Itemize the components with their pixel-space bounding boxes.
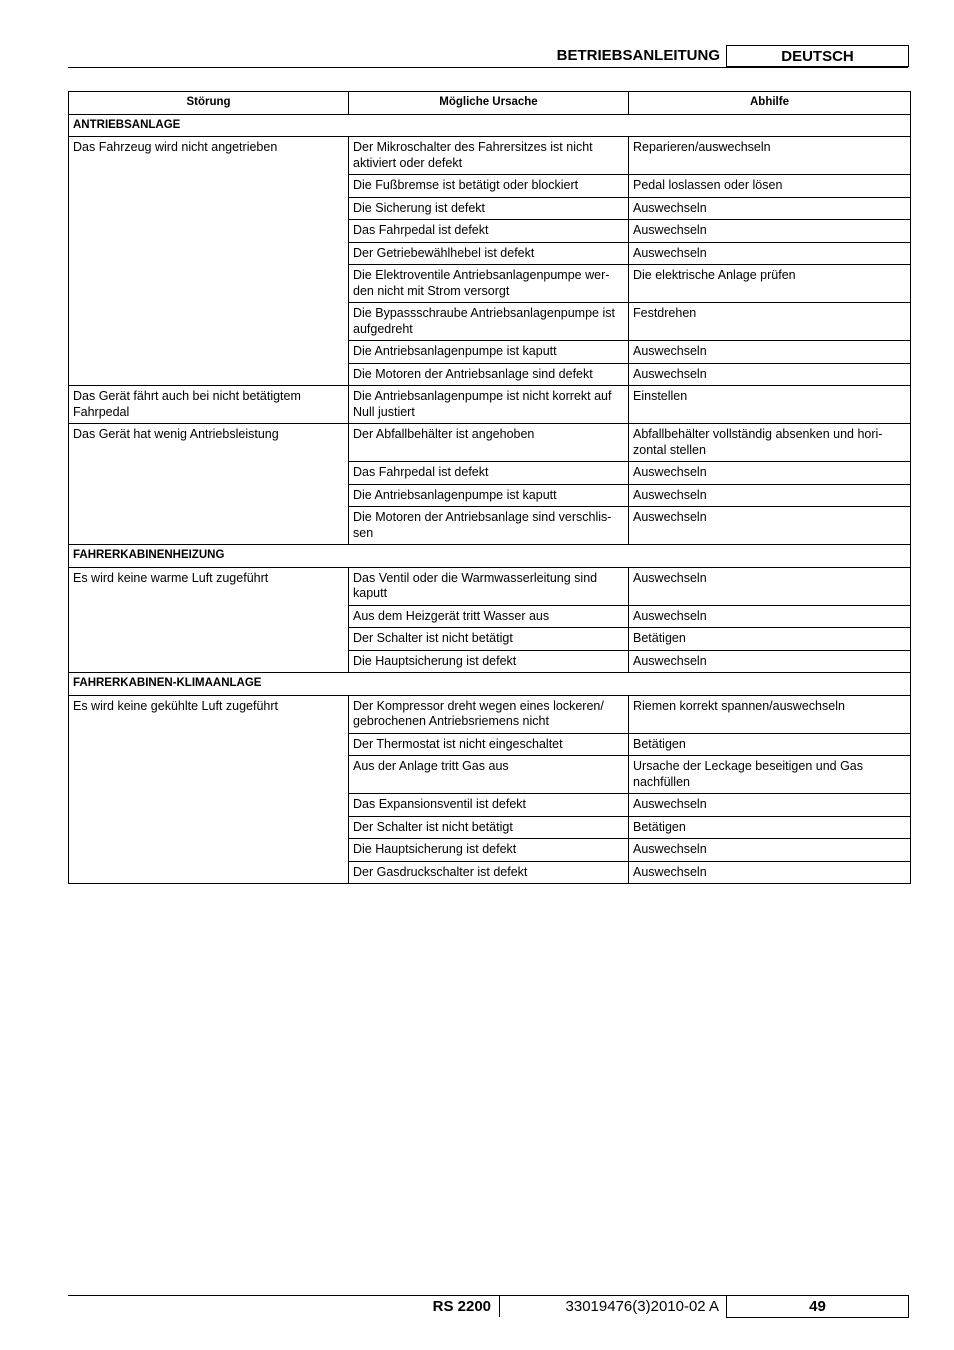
remedy-cell: Auswechseln [629,462,911,485]
problem-cell: Das Fahrzeug wird nicht angetrieben [69,137,349,386]
remedy-cell: Auswechseln [629,341,911,364]
cause-cell: Die Motoren der Antriebsanlage sind defekt [349,363,629,386]
remedy-cell: Festdrehen [629,303,911,341]
remedy-cell: Auswechseln [629,567,911,605]
remedy-cell: Auswechseln [629,650,911,673]
cause-cell: Aus dem Heizgerät tritt Wasser aus [349,605,629,628]
table-row [69,386,911,424]
cause-cell: Die Antriebsanlagenpumpe ist kaputt [349,484,629,507]
section-title: ANTRIEBSANLAGE [69,114,911,137]
column-header-cause: Mögliche Ursache [349,92,629,115]
table-row [69,424,911,462]
page-number: 49 [726,1295,909,1318]
table-header-row [69,92,911,115]
section-title: FAHRERKABINEN-KLIMAANLAGE [69,673,911,696]
cause-cell: Das Fahrpedal ist defekt [349,220,629,243]
remedy-cell: Ursache der Leckage beseitigen und Gas nachfüllen [629,756,911,794]
section-row [69,673,911,696]
remedy-cell: Betätigen [629,733,911,756]
cause-cell: Der Schalter ist nicht betätigt [349,628,629,651]
cause-cell: Der Kompressor dreht wegen eines lockeren/ gebrochenen Antriebsriemens nicht [349,695,629,733]
language-label: DEUTSCH [726,45,909,67]
manual-title: BETRIEBSANLEITUNG [556,47,720,64]
remedy-cell: Abfallbehälter vollständig absenken und hori-zontal stellen [629,424,911,462]
cause-cell: Die Elektroventile Antriebsanlagenpumpe wer-den nicht mit Strom versorgt [349,265,629,303]
column-header-remedy: Abhilfe [629,92,911,115]
cause-cell: Die Bypassschraube Antriebsanlagenpumpe ist aufgedreht [349,303,629,341]
document-code: 33019476(3)2010-02 A [565,1298,719,1315]
remedy-cell: Auswechseln [629,197,911,220]
remedy-cell: Auswechseln [629,794,911,817]
remedy-cell: Die elektrische Anlage prüfen [629,265,911,303]
remedy-cell: Betätigen [629,816,911,839]
cause-cell: Der Thermostat ist nicht eingeschaltet [349,733,629,756]
section-title: FAHRERKABINENHEIZUNG [69,545,911,568]
column-header-problem: Störung [69,92,349,115]
cause-cell: Das Ventil oder die Warmwasserleitung sind kaputt [349,567,629,605]
remedy-cell: Auswechseln [629,363,911,386]
cause-cell: Der Gasdruckschalter ist defekt [349,861,629,884]
header-rule [68,67,908,68]
remedy-cell: Auswechseln [629,484,911,507]
remedy-cell: Auswechseln [629,861,911,884]
remedy-cell: Auswechseln [629,220,911,243]
cause-cell: Die Motoren der Antriebsanlage sind verschlis-sen [349,507,629,545]
cause-cell: Das Fahrpedal ist defekt [349,462,629,485]
cause-cell: Die Antriebsanlagenpumpe ist kaputt [349,341,629,364]
problem-cell: Das Gerät hat wenig Antriebsleistung [69,424,349,545]
section-row [69,114,911,137]
table-body [69,114,911,884]
remedy-cell: Auswechseln [629,507,911,545]
cause-cell: Die Sicherung ist defekt [349,197,629,220]
cause-cell: Die Fußbremse ist betätigt oder blockiert [349,175,629,198]
cause-cell: Der Mikroschalter des Fahrersitzes ist nicht aktiviert oder defekt [349,137,629,175]
cause-cell: Der Abfallbehälter ist angehoben [349,424,629,462]
table-row [69,695,911,733]
troubleshooting-table [68,91,911,884]
model-name: RS 2200 [432,1298,491,1315]
cause-cell: Die Hauptsicherung ist defekt [349,839,629,862]
problem-cell: Es wird keine gekühlte Luft zugeführt [69,695,349,884]
table-row [69,567,911,605]
cause-cell: Der Schalter ist nicht betätigt [349,816,629,839]
remedy-cell: Einstellen [629,386,911,424]
cause-cell: Die Hauptsicherung ist defekt [349,650,629,673]
cause-cell: Das Expansionsventil ist defekt [349,794,629,817]
cause-cell: Der Getriebewählhebel ist defekt [349,242,629,265]
remedy-cell: Pedal loslassen oder lösen [629,175,911,198]
cause-cell: Die Antriebsanlagenpumpe ist nicht korrekt auf Null justiert [349,386,629,424]
remedy-cell: Auswechseln [629,605,911,628]
remedy-cell: Betätigen [629,628,911,651]
table-row [69,137,911,175]
section-row [69,545,911,568]
footer-separator [499,1296,500,1317]
remedy-cell: Reparieren/auswechseln [629,137,911,175]
remedy-cell: Auswechseln [629,242,911,265]
problem-cell: Es wird keine warme Luft zugeführt [69,567,349,673]
remedy-cell: Riemen korrekt spannen/auswechseln [629,695,911,733]
cause-cell: Aus der Anlage tritt Gas aus [349,756,629,794]
problem-cell: Das Gerät fährt auch bei nicht betätigtem Fahrpedal [69,386,349,424]
remedy-cell: Auswechseln [629,839,911,862]
